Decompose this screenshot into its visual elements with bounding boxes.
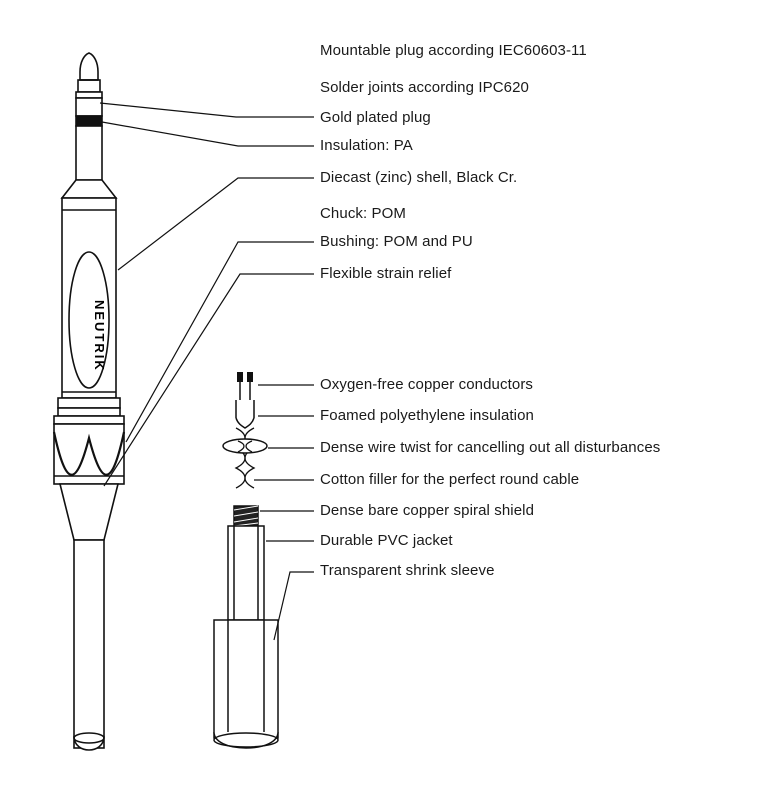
chuck-band-1 xyxy=(58,398,120,408)
plug-tip xyxy=(80,53,98,80)
label-mountable-plug: Mountable plug according IEC60603-11 xyxy=(320,42,587,59)
label-foamed-polyethylene: Foamed polyethylene insulation xyxy=(320,407,534,424)
plug-shoulder xyxy=(62,180,116,198)
foamed-insulation xyxy=(236,400,254,418)
brand-text: NEUTRIK xyxy=(92,300,107,372)
plug-cable-body xyxy=(74,540,104,748)
plug-ring-insulator xyxy=(76,116,102,126)
conductor-tip-a xyxy=(237,372,243,382)
leader-gold-plated-plug xyxy=(100,103,314,117)
label-gold-plated-plug: Gold plated plug xyxy=(320,109,431,126)
label-insulation-pa: Insulation: PA xyxy=(320,137,413,154)
conductor-tip-b xyxy=(247,372,253,382)
leader-diecast-shell xyxy=(118,178,314,270)
label-cotton-filler: Cotton filler for the perfect round cable xyxy=(320,471,580,488)
label-oxygen-free-copper: Oxygen-free copper conductors xyxy=(320,376,534,393)
label-copper-spiral-shield: Dense bare copper spiral shield xyxy=(320,502,535,519)
cable-cutaway xyxy=(214,372,278,748)
plug-tip-shaft xyxy=(78,80,100,92)
plug-assembly xyxy=(54,53,124,750)
twisted-pair xyxy=(236,428,254,488)
label-pvc-jacket: Durable PVC jacket xyxy=(320,532,453,549)
label-dense-wire-twist: Dense wire twist for cancelling out all disturbances xyxy=(320,439,661,456)
label-solder-joints: Solder joints according IPC620 xyxy=(320,79,529,96)
cotton-filler xyxy=(223,439,267,453)
plug-ring-groove-upper xyxy=(76,92,102,98)
bushing-body xyxy=(54,424,124,484)
label-diecast-shell: Diecast (zinc) shell, Black Cr. xyxy=(320,169,518,186)
strain-relief xyxy=(60,484,118,540)
shrink-sleeve xyxy=(214,620,278,738)
label-chuck-pom: Chuck: POM xyxy=(320,205,407,222)
plug-ring-band xyxy=(76,98,102,116)
leader-lines xyxy=(100,103,314,640)
leader-strain-relief xyxy=(104,274,314,486)
leader-bushing xyxy=(126,242,314,442)
plug-sleeve-shaft xyxy=(76,126,102,180)
chuck-band-3 xyxy=(54,416,124,424)
label-shrink-sleeve: Transparent shrink sleeve xyxy=(320,562,495,579)
insulation-taper xyxy=(236,418,254,428)
leader-insulation-pa xyxy=(102,122,314,146)
leader-shrink-sleeve xyxy=(274,572,314,640)
chuck-band-2 xyxy=(58,408,120,416)
label-bushing-pom-pu: Bushing: POM and PU xyxy=(320,233,473,250)
label-flexible-strain-relief: Flexible strain relief xyxy=(320,265,452,282)
